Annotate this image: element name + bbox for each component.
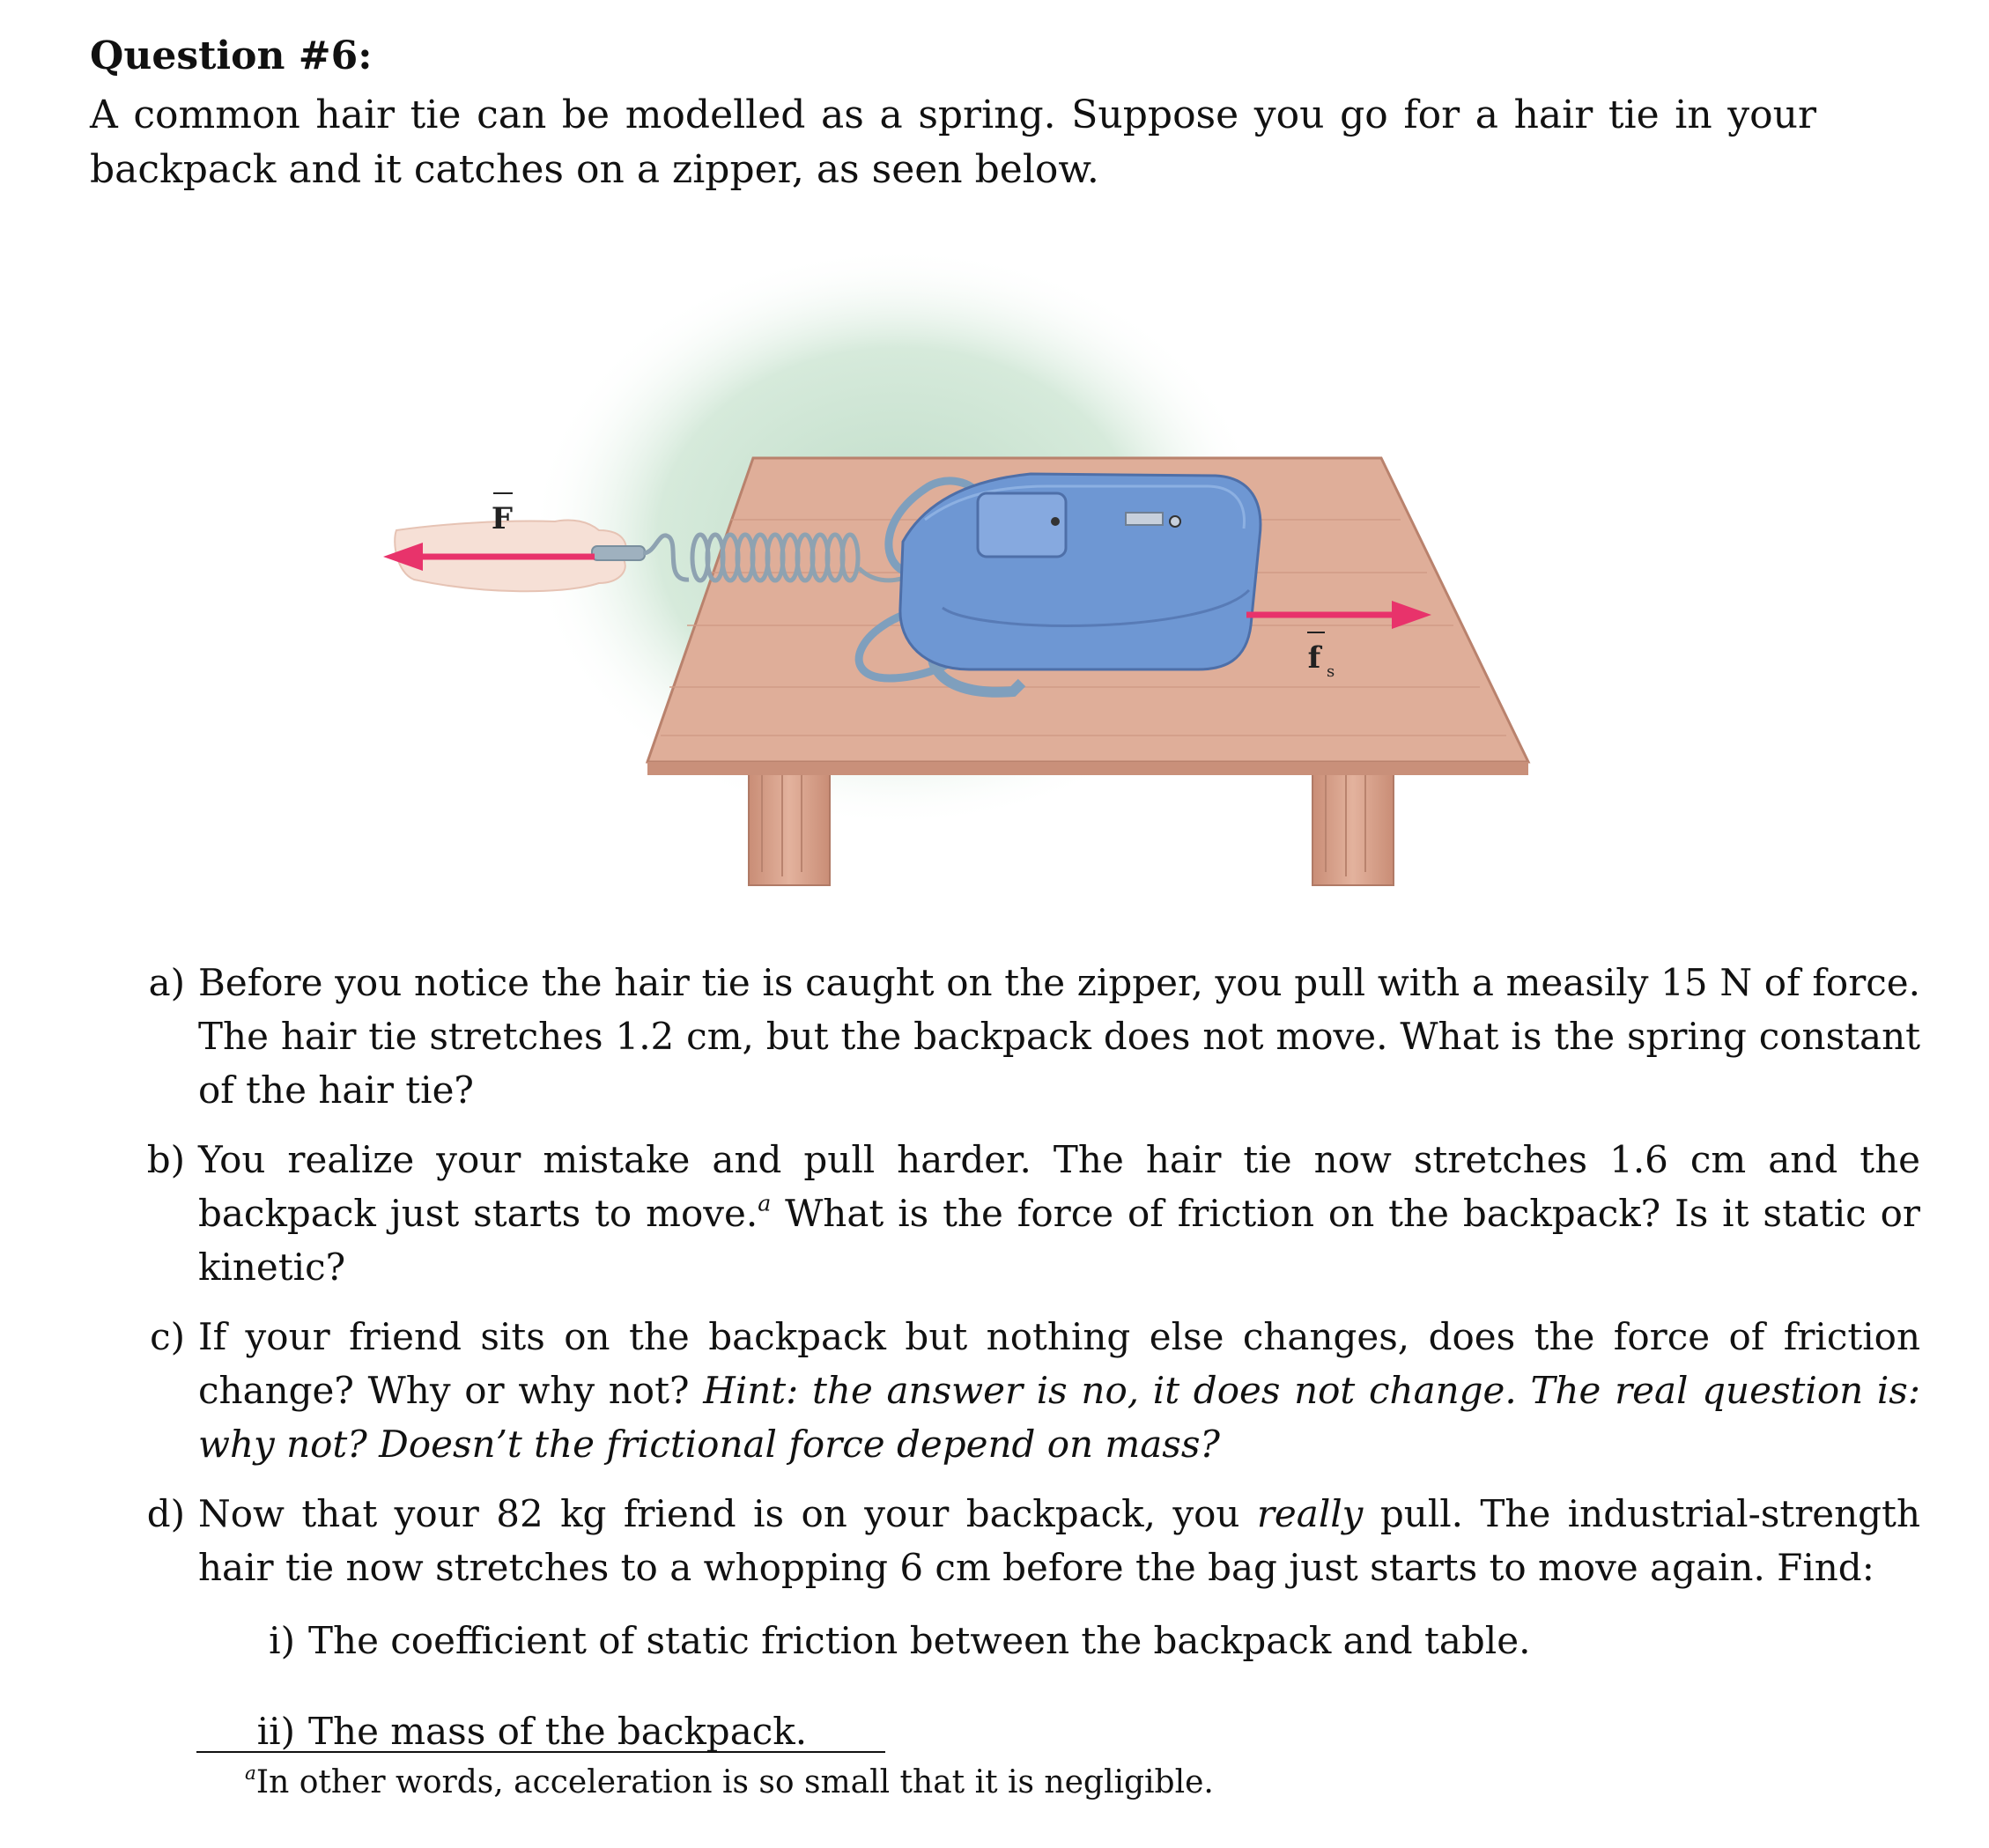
footnote-ref-a: a xyxy=(758,1190,772,1216)
footnote-text: In other words, acceleration is so small that it is negligible. xyxy=(255,1764,1214,1800)
part-d-text-2: pull. The industrial-strength hair tie now stretches to a whopping 6 cm before the bag just starts to move again. Find: xyxy=(198,1492,1920,1589)
question-title: Question #6: xyxy=(90,33,373,78)
subpart-ii-label: ii) xyxy=(256,1710,295,1753)
subpart-ii-text: The mass of the backpack. xyxy=(308,1710,808,1753)
part-b-text-1: You realize your mistake and pull harder. The hair tie now stretches 1.6 cm and the backpack just starts to move. xyxy=(198,1138,1920,1235)
question-parts xyxy=(132,956,1920,1795)
part-b-text-2: What is the force of friction on the backpack? Is it static or kinetic? xyxy=(198,1192,1920,1289)
friction-label-subscript: s xyxy=(1327,662,1335,681)
footnote-rule xyxy=(196,1751,885,1753)
part-d-subparts xyxy=(198,1614,1920,1758)
question-intro: A common hair tie can be modelled as a spring. Suppose you go for a hair tie in your backpack and it catches on a zipper, as seen below. xyxy=(90,92,1816,192)
footnote xyxy=(245,1762,1214,1804)
part-c-text xyxy=(198,1310,1920,1471)
part-c-text-main: If your friend sits on the backpack but nothing else changes, does the force of friction change? Why or why not? xyxy=(198,1315,1920,1412)
part-d-emphasis: really xyxy=(1256,1492,1364,1535)
friction-label-f: f xyxy=(1307,640,1321,676)
footnote-mark: a xyxy=(245,1762,256,1785)
part-c xyxy=(132,1310,1920,1471)
part-d-text xyxy=(198,1487,1920,1594)
part-a-label: a) xyxy=(148,961,185,1004)
part-a xyxy=(132,956,1920,1117)
part-b-label: b) xyxy=(146,1138,185,1181)
part-a-text: Before you notice the hair tie is caught on the zipper, you pull with a measily 15 N of force. The hair tie stretches 1.2 cm, but the backpack does not move. What is the spring constant of the hair tie? xyxy=(198,961,1920,1112)
part-d xyxy=(132,1487,1920,1758)
part-d-label: d) xyxy=(146,1492,185,1535)
subpart-i-label: i) xyxy=(269,1619,295,1662)
subpart-i-text: The coefficient of static friction between the backpack and table. xyxy=(308,1619,1531,1662)
subpart-ii xyxy=(198,1704,1920,1758)
part-d-text-1: Now that your 82 kg friend is on your backpack, you xyxy=(198,1492,1257,1535)
part-b xyxy=(132,1133,1920,1294)
subpart-i xyxy=(198,1614,1920,1667)
force-label-F: F xyxy=(491,501,514,536)
part-b-text xyxy=(198,1133,1920,1294)
hair-tie-figure xyxy=(361,255,1542,907)
part-c-label: c) xyxy=(150,1315,185,1358)
part-c-hint: Hint: the answer is no, it does not change. The real question is: why not? Doesn’t the frictional force depend on mass? xyxy=(198,1369,1920,1466)
